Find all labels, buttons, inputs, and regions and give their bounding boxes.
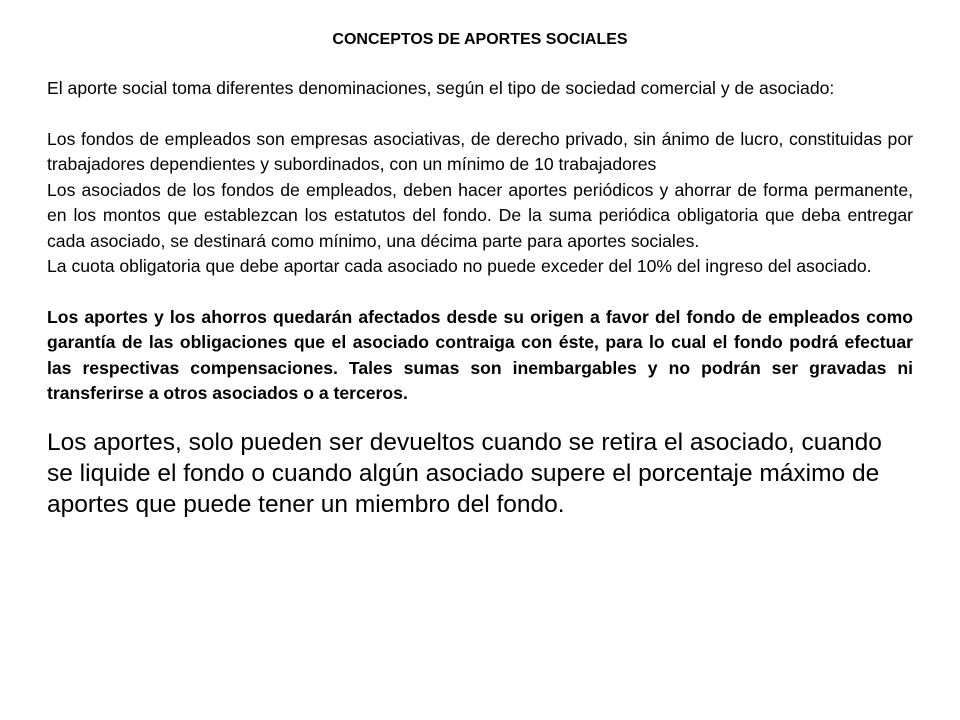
intro-paragraph: El aporte social toma diferentes denominaciones, según el tipo de sociedad comercial y de asociado: (47, 78, 835, 98)
paragraph-spacer (47, 280, 913, 305)
closing-paragraph: Los aportes, solo pueden ser devueltos cuando se retira el asociado, cuando se liquide el fondo o cuando algún asociado supere el porcentaje máximo de aportes que puede tener un miembro del fondo. (47, 428, 882, 518)
paragraph-fondos: Los fondos de empleados son empresas asociativas, de derecho privado, sin ánimo de lucro, constituidas por trabajadores dependientes y subordinados, con un mínimo de 10 trabajadores (47, 128, 913, 174)
bold-paragraph: Los aportes y los ahorros quedarán afectados desde su origen a favor del fondo de empleados como garantía de las obligaciones que el asociado contraiga con éste, para lo cual el fondo podrá efectuar las respectivas compensaciones. Tales sumas son inembargables y no podrán ser gravadas ni transferirse a otros asociados o a terceros. (47, 306, 913, 403)
paragraph-asociados: Los asociados de los fondos de empleados, deben hacer aportes periódicos y ahorrar de forma permanente, en los montos que establezcan los estatutos del fondo. De la suma periódica obligatoria que deba entregar cada asociado, se destinará como mínimo, una décima parte para aportes sociales. (47, 179, 913, 251)
paragraph-spacer (47, 102, 913, 127)
paragraph-cuota: La cuota obligatoria que debe aportar cada asociado no puede exceder del 10% del ingreso del asociado. (47, 256, 872, 276)
slide-content (47, 30, 913, 520)
page-title: CONCEPTOS DE APORTES SOCIALES (332, 31, 628, 48)
